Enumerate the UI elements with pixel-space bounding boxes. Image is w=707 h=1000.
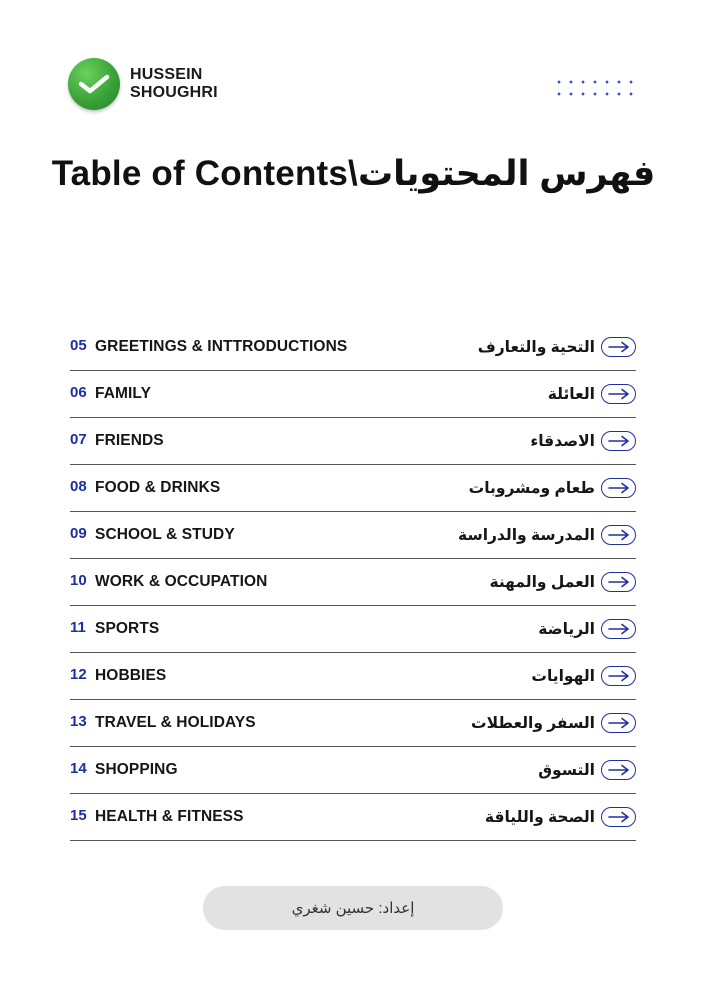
toc-entry-right (531, 666, 636, 686)
page-title: Table of Contents\فهرس المحتويات (51, 154, 656, 193)
arabic-title: الاصدقاء (530, 432, 595, 450)
page-number: 15 (70, 806, 87, 824)
toc-entry-right (478, 337, 636, 357)
arabic-title: الهوايات (531, 667, 595, 685)
toc-entry-left (70, 808, 244, 826)
checkmark-icon (68, 58, 120, 110)
english-title: TRAVEL & HOLIDAYS (95, 714, 256, 731)
english-title: SPORTS (95, 620, 160, 637)
toc-row[interactable] (70, 465, 636, 512)
arabic-title: الرياضة (538, 620, 595, 638)
page-number: 11 (70, 618, 86, 636)
arrow-right-icon[interactable] (601, 619, 636, 639)
toc-entry-right (530, 431, 636, 451)
arrow-right-icon[interactable] (601, 337, 636, 357)
toc-row[interactable] (70, 324, 636, 371)
toc-entry-left (70, 526, 235, 544)
decorative-dots (553, 76, 639, 102)
toc-row[interactable] (70, 606, 636, 653)
english-title: HOBBIES (95, 667, 167, 684)
toc-entry-right (485, 807, 636, 827)
toc-entry-left (70, 385, 151, 403)
page-number: 13 (70, 712, 87, 730)
toc-row[interactable] (70, 747, 636, 794)
arabic-title: العائلة (547, 385, 595, 403)
toc-entry-left (70, 667, 166, 685)
toc-entry-right (458, 525, 636, 545)
page-number: 14 (70, 759, 87, 777)
page-number: 05 (70, 336, 87, 354)
arrow-right-icon[interactable] (601, 525, 636, 545)
english-title: GREETINGS & INTTRODUCTIONS (95, 338, 348, 355)
page-number: 12 (70, 665, 87, 683)
brand-logo (68, 58, 218, 110)
arrow-right-icon[interactable] (601, 572, 636, 592)
toc-entry-right (489, 572, 636, 592)
toc-row[interactable] (70, 700, 636, 747)
arabic-title: الصحة واللياقة (484, 808, 595, 826)
toc-entry-right (471, 713, 636, 733)
toc-entry-right (548, 384, 636, 404)
arabic-title: المدرسة والدراسة (458, 526, 595, 544)
brand-line2: SHOUGHRI (130, 84, 218, 101)
page-number: 10 (70, 571, 87, 589)
arabic-title: طعام ومشروبات (468, 479, 595, 497)
page-number: 07 (70, 430, 87, 448)
arabic-title: التحية والتعارف (477, 338, 595, 356)
toc-entry-right (469, 478, 636, 498)
toc-entry-left (70, 761, 178, 779)
toc-row[interactable] (70, 371, 636, 418)
english-title: SCHOOL & STUDY (95, 526, 235, 543)
arrow-right-icon[interactable] (601, 760, 636, 780)
brand-name (130, 66, 218, 102)
arrow-right-icon[interactable] (601, 713, 636, 733)
toc-row[interactable] (70, 418, 636, 465)
toc-entry-right (538, 619, 636, 639)
page-number: 09 (70, 524, 87, 542)
page-number: 08 (70, 477, 87, 495)
english-title: FAMILY (95, 385, 152, 402)
toc-row[interactable] (70, 653, 636, 700)
author-credit: إعداد: حسين شغري (203, 886, 503, 930)
toc-entry-left (70, 714, 256, 732)
english-title: HEALTH & FITNESS (95, 808, 244, 825)
toc-row[interactable] (70, 794, 636, 841)
toc-row[interactable] (70, 559, 636, 606)
arabic-title: التسوق (538, 761, 595, 779)
english-title: FRIENDS (95, 432, 164, 449)
arrow-right-icon[interactable] (601, 384, 636, 404)
arrow-right-icon[interactable] (601, 478, 636, 498)
toc-entry-left (70, 338, 347, 356)
arrow-right-icon[interactable] (601, 807, 636, 827)
english-title: WORK & OCCUPATION (95, 573, 268, 590)
toc-entry-left (70, 573, 267, 591)
english-title: FOOD & DRINKS (95, 479, 221, 496)
arrow-right-icon[interactable] (601, 666, 636, 686)
toc-entry-left (70, 620, 159, 638)
arrow-right-icon[interactable] (601, 431, 636, 451)
toc-entry-left (70, 432, 164, 450)
brand-line1: HUSSEIN (130, 66, 203, 83)
arabic-title: العمل والمهنة (489, 573, 595, 591)
toc-entry-right (538, 760, 636, 780)
page-number: 06 (70, 383, 87, 401)
english-title: SHOPPING (95, 761, 178, 778)
table-of-contents (70, 324, 636, 841)
toc-row[interactable] (70, 512, 636, 559)
toc-entry-left (70, 479, 220, 497)
arabic-title: السفر والعطلات (471, 714, 595, 732)
